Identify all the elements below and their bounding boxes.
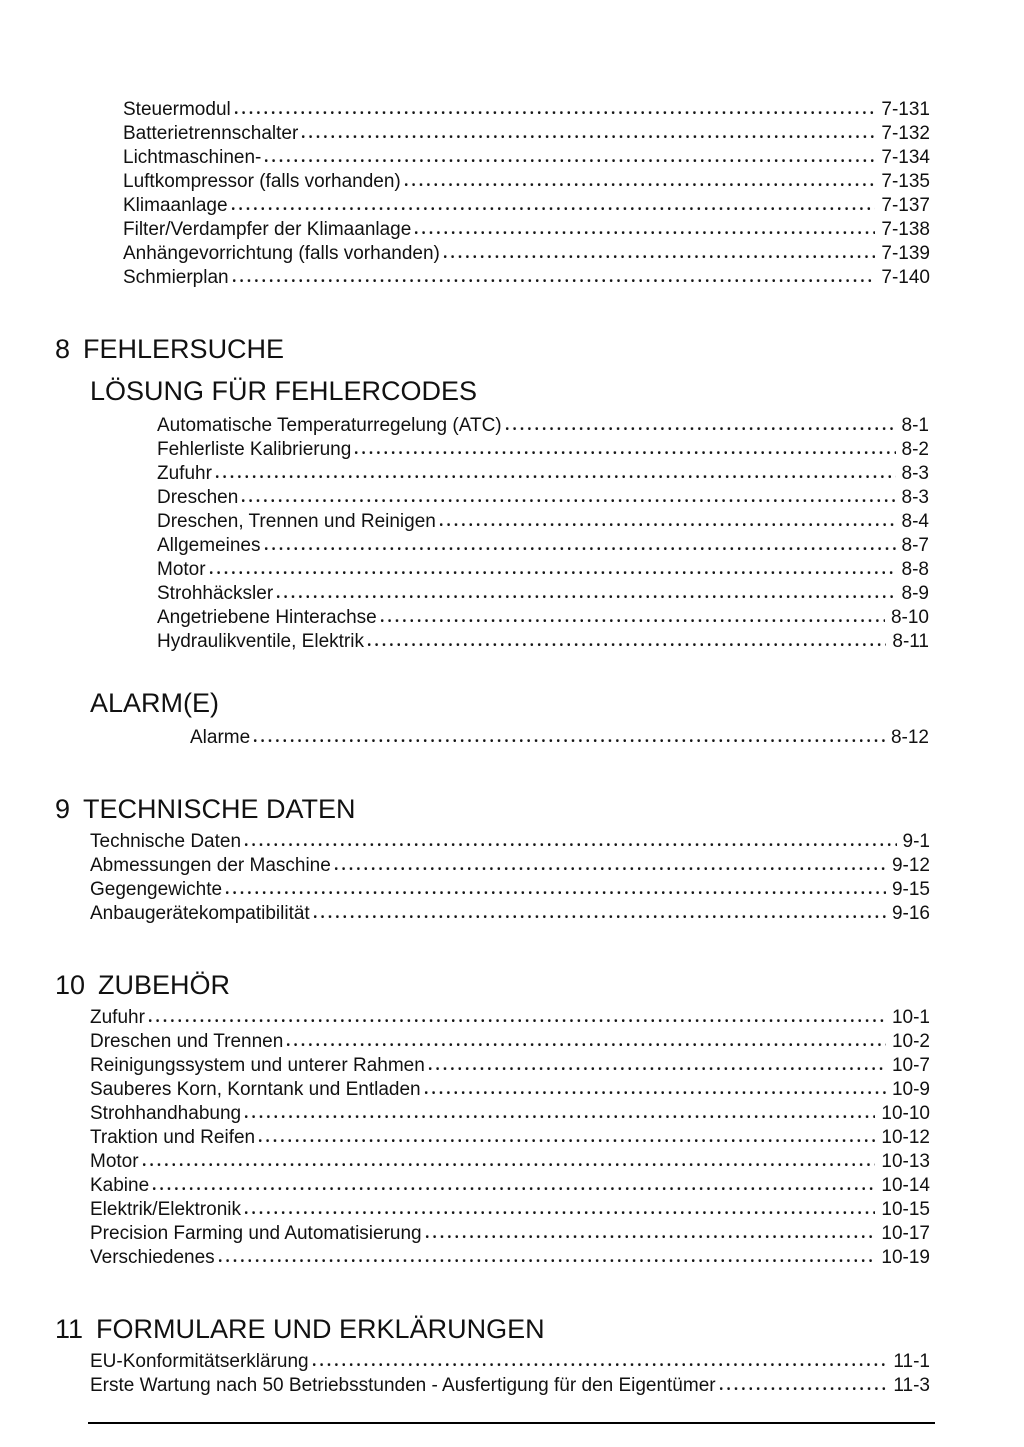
entry-page-number: 10-14 [881, 1175, 930, 1196]
chapter-title: FEHLERSUCHE [83, 334, 285, 364]
entry-label: Luftkompressor (falls vorhanden) [123, 171, 401, 192]
dot-leader [209, 570, 896, 575]
dot-leader [505, 426, 896, 431]
toc-entry [90, 1078, 930, 1102]
entry-page-number: 7-138 [881, 219, 930, 240]
entry-label: Angetriebene Hinterachse [157, 607, 377, 628]
entry-label: Fehlerliste Kalibrierung [157, 439, 352, 460]
entry-page-number: 10-19 [881, 1247, 930, 1268]
toc-entry [123, 170, 930, 194]
entry-page-number: 8-12 [890, 727, 929, 748]
dot-leader [244, 1210, 875, 1215]
entry-label: Strohhandhabung [90, 1103, 242, 1124]
entry-page-number: 7-132 [881, 123, 930, 144]
toc-entry [90, 1006, 930, 1030]
toc-entry-group [0, 414, 1024, 654]
chapter-title: ZUBEHÖR [98, 970, 231, 1000]
toc-entry [90, 878, 930, 902]
entry-page-number: 11-3 [893, 1375, 930, 1396]
chapter-number: 11 [55, 1314, 84, 1344]
entry-label: Allgemeines [157, 535, 261, 556]
toc-entry [157, 510, 929, 534]
entry-label: Zufuhr [90, 1007, 145, 1028]
entry-label: Dreschen [157, 487, 239, 508]
toc-entry-group [0, 830, 1024, 926]
chapter-heading [0, 1314, 1024, 1344]
entry-page-number: 10-9 [891, 1079, 930, 1100]
toc-entry [90, 1054, 930, 1078]
entry-label: Motor [90, 1151, 139, 1172]
entry-label: EU-Konformitätserklärung [90, 1351, 309, 1372]
toc-entry [90, 1246, 930, 1270]
dot-leader [244, 1114, 875, 1119]
entry-label: Steuermodul [123, 99, 231, 120]
dot-leader [354, 450, 895, 455]
toc-entry [123, 98, 930, 122]
entry-label: Gegengewichte [90, 879, 223, 900]
entry-page-number: 10-10 [881, 1103, 930, 1124]
entry-label: Hydraulikventile, Elektrik [157, 631, 364, 652]
dot-leader [380, 618, 885, 623]
entry-page-number: 8-3 [901, 487, 929, 508]
entry-label: Alarme [190, 727, 251, 748]
dot-leader [367, 642, 886, 647]
entry-page-number: 11-1 [893, 1351, 930, 1372]
entry-label: Automatische Temperaturregelung (ATC) [157, 415, 502, 436]
chapter-number: 10 [55, 970, 86, 1000]
toc-entry [157, 630, 929, 654]
chapter-heading [0, 794, 1024, 824]
toc-entry [190, 726, 929, 750]
entry-page-number: 10-2 [891, 1031, 930, 1052]
toc-entry [123, 194, 930, 218]
dot-leader [719, 1386, 888, 1391]
dot-leader [218, 1258, 876, 1263]
entry-page-number: 7-134 [881, 147, 930, 168]
entry-label: Strohhäcksler [157, 583, 274, 604]
chapter-title: FORMULARE UND ERKLÄRUNGEN [96, 1314, 545, 1344]
entry-label: Abmessungen der Maschine [90, 855, 331, 876]
toc-entry [157, 606, 929, 630]
dot-leader [428, 1066, 886, 1071]
entry-page-number: 8-9 [901, 583, 929, 604]
entry-label: Anhängevorrichtung (falls vorhanden) [123, 243, 440, 264]
toc-entry [90, 1102, 930, 1126]
dot-leader [301, 134, 875, 139]
entry-page-number: 9-1 [902, 831, 930, 852]
entry-page-number: 10-7 [891, 1055, 930, 1076]
entry-page-number: 8-2 [901, 439, 929, 460]
toc-entry [90, 1198, 930, 1222]
entry-page-number: 8-4 [901, 511, 929, 532]
dot-leader [234, 110, 876, 115]
chapter-number: 8 [55, 334, 71, 364]
entry-label: Lichtmaschinen- [123, 147, 262, 168]
toc [0, 98, 1024, 1398]
dot-leader [148, 1018, 886, 1023]
toc-entry [90, 1126, 930, 1150]
toc-entry-group [0, 98, 1024, 290]
toc-entry [90, 1222, 930, 1246]
toc-entry [90, 1174, 930, 1198]
dot-leader [241, 498, 895, 503]
dot-leader [439, 522, 896, 527]
dot-leader [425, 1234, 876, 1239]
toc-entry [157, 486, 929, 510]
entry-label: Klimaanlage [123, 195, 228, 216]
toc-entry [157, 558, 929, 582]
dot-leader [312, 1362, 888, 1367]
entry-label: Dreschen und Trennen [90, 1031, 284, 1052]
entry-label: Erste Wartung nach 50 Betriebsstunden - Ausfertigung für den Eigentümer [90, 1375, 716, 1396]
section-heading: LÖSUNG FÜR FEHLERCODES [90, 376, 478, 406]
entry-page-number: 9-16 [891, 903, 930, 924]
dot-leader [258, 1138, 875, 1143]
entry-page-number: 7-139 [881, 243, 930, 264]
entry-page-number: 8-10 [890, 607, 929, 628]
dot-leader [225, 890, 886, 895]
entry-page-number: 8-3 [901, 463, 929, 484]
entry-label: Anbaugerätekompatibilität [90, 903, 310, 924]
entry-page-number: 10-17 [881, 1223, 930, 1244]
dot-leader [414, 230, 875, 235]
entry-label: Batterietrennschalter [123, 123, 299, 144]
dot-leader [276, 594, 895, 599]
toc-entry [90, 1350, 930, 1374]
entry-page-number: 10-13 [881, 1151, 930, 1172]
entry-label: Filter/Verdampfer der Klimaanlage [123, 219, 412, 240]
dot-leader [334, 866, 886, 871]
section-heading: ALARM(E) [90, 688, 220, 718]
toc-entry [90, 1030, 930, 1054]
entry-page-number: 8-8 [901, 559, 929, 580]
entry-page-number: 8-11 [892, 631, 929, 652]
dot-leader [443, 254, 876, 259]
toc-entry-group [0, 1350, 1024, 1398]
dot-leader [404, 182, 876, 187]
entry-label: Technische Daten [90, 831, 242, 852]
entry-label: Traktion und Reifen [90, 1127, 256, 1148]
dot-leader [152, 1186, 875, 1191]
chapter-title: TECHNISCHE DATEN [83, 794, 356, 824]
toc-entry [123, 266, 930, 290]
entry-page-number: 10-1 [891, 1007, 930, 1028]
toc-entry [157, 462, 929, 486]
toc-entry [123, 218, 930, 242]
entry-label: Zufuhr [157, 463, 212, 484]
entry-page-number: 9-12 [891, 855, 930, 876]
entry-label: Precision Farming und Automatisierung [90, 1223, 422, 1244]
chapter-number: 9 [55, 794, 71, 824]
entry-label: Schmierplan [123, 267, 229, 288]
chapter-heading [0, 334, 1024, 364]
toc-entry [90, 1374, 930, 1398]
dot-leader [232, 278, 876, 283]
entry-page-number: 10-15 [881, 1199, 930, 1220]
entry-page-number: 8-1 [901, 415, 929, 436]
entry-label: Elektrik/Elektronik [90, 1199, 241, 1220]
dot-leader [264, 158, 875, 163]
toc-entry [90, 854, 930, 878]
toc-entry [157, 582, 929, 606]
entry-label: Dreschen, Trennen und Reinigen [157, 511, 436, 532]
dot-leader [215, 474, 896, 479]
toc-entry [90, 902, 930, 926]
entry-page-number: 7-135 [881, 171, 930, 192]
entry-page-number: 7-140 [881, 267, 930, 288]
entry-page-number: 7-131 [881, 99, 930, 120]
toc-entry-group [0, 1006, 1024, 1270]
dot-leader [142, 1162, 876, 1167]
dot-leader [253, 738, 885, 743]
dot-leader [424, 1090, 886, 1095]
dot-leader [231, 206, 876, 211]
chapter-heading [0, 970, 1024, 1000]
entry-label: Verschiedenes [90, 1247, 215, 1268]
entry-label: Reinigungssystem und unterer Rahmen [90, 1055, 425, 1076]
entry-page-number: 8-7 [901, 535, 929, 556]
toc-entry [90, 1150, 930, 1174]
toc-entry [123, 242, 930, 266]
dot-leader [313, 914, 886, 919]
page-divider [88, 1422, 935, 1424]
dot-leader [286, 1042, 886, 1047]
entry-label: Motor [157, 559, 206, 580]
toc-entry [123, 122, 930, 146]
toc-entry [157, 414, 929, 438]
entry-page-number: 10-12 [881, 1127, 930, 1148]
toc-entry [123, 146, 930, 170]
toc-entry [90, 830, 930, 854]
entry-label: Kabine [90, 1175, 150, 1196]
toc-entry-group [0, 726, 1024, 750]
entry-page-number: 9-15 [891, 879, 930, 900]
toc-entry [157, 438, 929, 462]
entry-page-number: 7-137 [881, 195, 930, 216]
dot-leader [264, 546, 896, 551]
entry-label: Sauberes Korn, Korntank und Entladen [90, 1079, 421, 1100]
dot-leader [244, 842, 896, 847]
toc-entry [157, 534, 929, 558]
